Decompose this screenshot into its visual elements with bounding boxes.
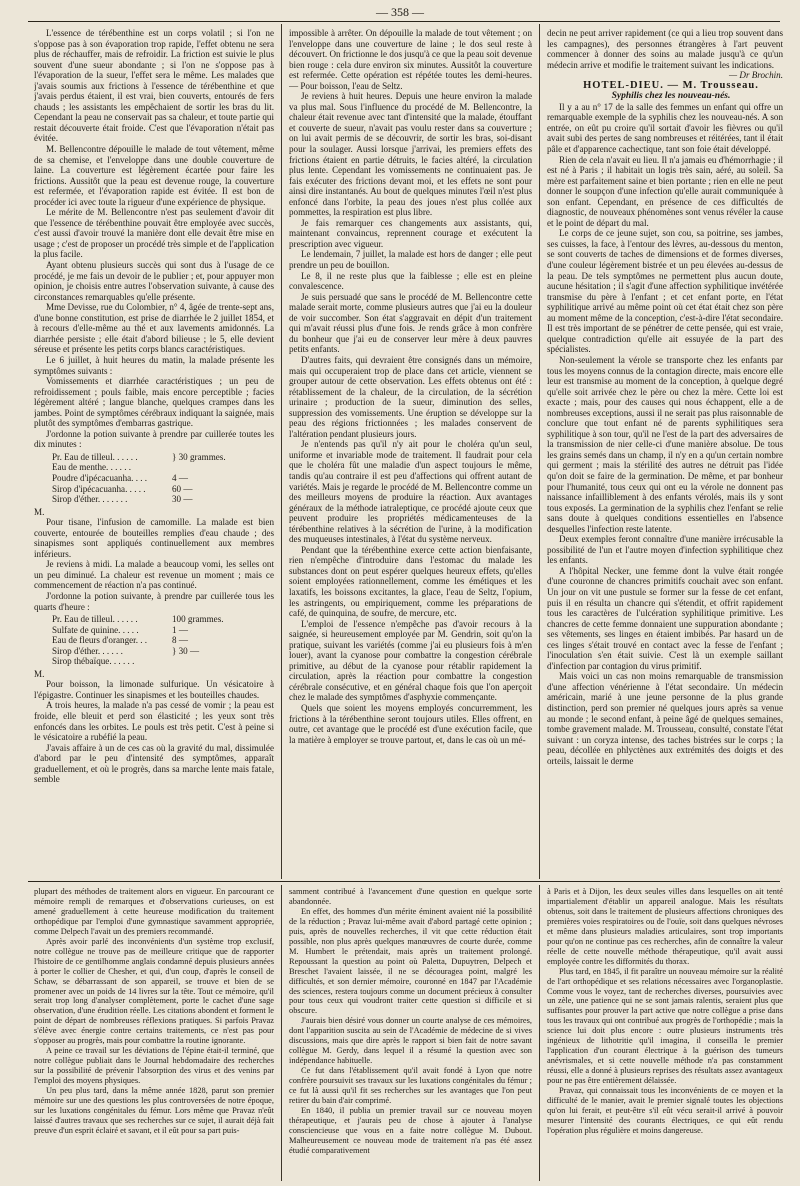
paragraph: Le 8, il ne reste plus que la faiblesse ; elle est en pleine convalescence.	[289, 270, 532, 292]
paragraph: Pour boisson, la limonade sulfurique. Un vésicatoire à l'épigastre. Continuer les sinapismes et les bouteilles chaudes.	[34, 679, 274, 700]
paragraph: Je suis persuadé que sans le procédé de M. Bellencontre cette malade serait morte, comme plusieurs autres que j'ai eu la douleur de voir succomber. Son état s'aggravait en dépit d'un traitement qui m'avait réussi plus d'une fois. Je rends grâce à mon confrère du bonheur que j'ai eu de conserver leur mère à deux pauvres petits enfants.	[289, 291, 532, 355]
paragraph: J'avais affaire à un de ces cas où la gravité du mal, dissimulée d'abord par le peu d'intensité des symptômes, apparaît graduellement, et où le progrès, dans sa marche lente mais fatale, semble	[34, 742, 274, 785]
prescription-line: Eau de menthe. . . . . .	[52, 462, 132, 473]
author-signature: — Dr Brochin.	[729, 70, 783, 81]
paragraph: Ayant obtenu plusieurs succès qui sont dus à l'usage de ce procédé, je me fais un devoir de le publier ; et, pour appuyer mon opinion, je choisis entre autres l'observation suivante, à cause des circonstances remarquables qu'elle présente.	[34, 260, 274, 302]
bottom-column-1	[34, 887, 274, 1181]
paragraph: Le mérite de M. Bellencontre n'est pas seulement d'avoir dit que l'essence de térébenthine pouvait être employée avec succès, c'est aussi d'avoir trouvé la manière dont elle devait être mise en usage ; c'est de proposer un procédé très simple et de l'application la plus facile.	[34, 207, 274, 260]
paragraph: Non-seulement la vérole se transporte chez les enfants par tous les moyens connus de la contagion directe, mais encore elle leur est transmise au moment de la conception, à quelque degré qu'elle soit arrivée chez le père ou chez la mère. Cette loi est exacte ; mais, pour des causes qui nous échappent, elle a de nombreuses exceptions, aussi il ne serait pas plus raisonnable de conclure que tout enfant né de parents syphilitiques sera syphilitique à son tour, qu'il ne l'est de la part des adversaires de la transmission de nier celle-ci d'une manière absolue. De tous les grains semés dans un champ, il n'y en a qu'un certain nombre qui germent ; mais la stérilité des autres ne détruit pas l'idée qu'on doit se faire de la germination. De même, et par bonheur pour l'humanité, tous ceux qui ont eu la vérole ne donnent pas naissance infailliblement à des enfants vérolés, mais ils y sont tous exposés. La germination de la syphilis chez l'enfant se relie sans doute à quelques conditions essentielles en l'absence desquelles l'infection reste latente.	[547, 354, 783, 534]
paragraph: En effet, des hommes d'un mérite éminent avaient nié la possibilité de la réduction ; Pravaz lui-même avait d'abord partagé cette opinion ; puis, après de nouvelles recherches, il vit que cette réduction était possible, non plus après quelques manœuvres de courte durée, comme M. Humbert le prétendait, mais après un traitement prolongé. Repoussant la question au point où Paletta, Dupuytren, Delpech et Breschet l'avaient laissée, il ne se découragea point, malgré les difficultés, et son dernier mémoire, couronné en 1847 par l'Académie des sciences, restera toujours comme un document précieux à consulter pour tous ceux qui voudront traiter cette question si difficile et si obscure.	[289, 906, 532, 1016]
column-divider	[539, 885, 540, 1181]
paragraph: L'emploi de l'essence n'empêche pas d'avoir recours à la saignée, si heureusement employée par M. Gendrin, soit qu'on la pratique, suivant les variétés (comme j'ai eu plusieurs fois à m'en louer), avant la cyanose pour combattre la congestion cérébrale primitive, au début de la cyanose pour rétablir rapidement la circulation, après la réaction pour combattre la congestion cérébrale consécutive, et en général chaque fois que l'on aperçoit chez le malade des symptômes d'asphyxie commençante.	[289, 618, 532, 703]
bottom-column-2	[289, 887, 532, 1181]
top-rule	[28, 21, 780, 22]
paragraph: Le corps de ce jeune sujet, son cou, sa poitrine, ses jambes, ses cuisses, la face, à l'entour des lèvres, au-dessous du menton, se sont couverts de taches de dimensions et de formes diverses, d'une couleur légèrement bistrée et un peu élevées au-dessus de la peau. De tels symptômes ne permettent plus aucun doute, aucune hésitation ; il s'agit d'une affection syphilitique invétérée transmise du père à l'enfant ; et cet enfant porte, en l'état syphilitique arrivé au même point où cet état était chez son père au moment même de la conception, c'est-à-dire l'état secondaire. Il est très important de se pénétrer de cette pensée, qui est vraie, quelque contradiction qu'elle ait essuyée de la part des spécialistes.	[547, 228, 783, 355]
paragraph: J'ordonne la potion suivante, à prendre par cuillerée tous les quarts d'heure :	[34, 590, 274, 612]
prescription-2	[52, 614, 274, 667]
paragraph: Quels que soient les moyens employés concurremment, les frictions à la térébenthine seront toujours utiles. Elles offrent, en outre, cet avantage que le procédé est d'une exécution facile, que la matière à employer se trouve partout, et, dans le cas où un mé-	[289, 703, 532, 745]
paragraph: impossible à arrêter. On dépouille la malade de tout vêtement ; on l'enveloppe dans une couverture de laine ; le dos seul reste à découvert. On frictionne le dos jusqu'à ce que la peau soit devenue bien rouge : cela dure environ six minutes. Aussitôt la couverture est refermée. Cette opération est répétée toutes les demi-heures. — Pour boisson, l'eau de Seltz.	[289, 28, 532, 91]
column-divider	[281, 885, 282, 1181]
prescription-line: Sirop thébaïque. . . . . .	[52, 656, 135, 667]
paragraph: Plus tard, en 1845, il fit paraître un nouveau mémoire sur la réalité de l'art orthopédique et ses relations nécessaires avec l'organoplastie. Comme vous le voyez, tant de recherches diverses, poursuivies avec un zèle, une patience qui ne se sont jamais ralentis, seraient plus que suffisantes pour prouver la part active que notre collègue a prise dans tous les travaux qui ont contribué aux progrès de l'orthopédie ; mais la science lui doit plus encore : outre plusieurs instruments très ingénieux de lithotritie qu'il imagina, il conseilla le premier l'application d'un courant électrique à la guérison des tumeurs anévrismales, et si cette nouvelle méthode n'a pas constamment réussi, elle a donné à plusieurs reprises des résultats assez avantageux pour ne pas être entièrement délaissée.	[547, 966, 783, 1086]
prescription-line: Sirop d'éther. . . . . . } 30 —	[52, 645, 200, 656]
prescription-line: Pr. Eau de tilleul. . . . . . 100 grammes.	[52, 614, 224, 625]
section-subtitle: Syphilis chez les nouveau-nés.	[611, 91, 731, 102]
paragraph: Ce fut dans l'établissement qu'il avait fondé à Lyon que notre confrère poursuivit ses travaux sur les luxations congénitales du fémur ; ce fut là aussi qu'il fit ses recherches sur les avantages que l'on peut retirer du bain d'air comprimé.	[289, 1066, 532, 1106]
paragraph: M. Bellencontre dépouille le malade de tout vêtement, même de sa chemise, et l'enveloppe dans une double couverture de laine. La couverture est légèrement écartée pour faire les frictions. Aussitôt que la peau est devenue rouge, la couverture est refermée, et l'évaporation rapide est évitée. Il est bon de procéder ici avec toute la rigueur d'une expérience de physique.	[34, 144, 274, 207]
paragraph: Il y a au n° 17 de la salle des femmes un enfant qui offre un remarquable exemple de la syphilis chez les nouveau-nés. A son entrée, on eût pu croire qu'il sortait d'avoir les fièvres ou qu'il avait subi des pertes de sang nombreuses et réitérées, tant il était pâle et d'apparence cachectique, tant son foie était développé.	[547, 101, 783, 155]
prescription-line: Sirop d'éther. . . . . . . 30 —	[52, 494, 193, 505]
paragraph: plupart des méthodes de traitement alors en vigueur. En parcourant ce mémoire rempli de remarques et d'observations curieuses, on est amené graduellement à cette heureuse modification du traitement orthopédique par l'emploi d'une gymnastique savamment appropriée, comme Delpech l'avait un des premiers recommandé.	[34, 887, 274, 936]
prescription-line: Sirop d'ipécacuanha. . . . . 60 —	[52, 483, 193, 494]
paragraph: A l'hôpital Necker, une femme dont la vulve était rongée d'une couronne de chancres primitifs couchait avec son enfant. Un jour on vit une pustule se former sur la fesse de cet enfant, puis il en résulta un chancre qui s'étendit, et offrit rapidement tous les caractères de l'ulcération syphilitique primitive. Les chancres de cette femme donnaient une suppuration abondante ; ses vêtements, ses linges en étaient imbibés. Par hasard un de ces linges s'était trouvé en contact avec la fesse de l'enfant ; l'inoculation s'en était suivie. C'est là un exemple saillant d'infection par contagion du virus primitif.	[547, 565, 783, 671]
column-3	[547, 28, 783, 878]
paragraph: J'ordonne la potion suivante à prendre par cuillerée toutes les dix minutes :	[34, 428, 274, 450]
paragraph: à Paris et à Dijon, les deux seules villes dans lesquelles on ait tenté impartialement d'établir un appareil analogue. Mais les résultats obtenus, soit dans le traitement de plusieurs affections chroniques des premières voies respiratoires ou de l'ouïe, soit dans quelques névroses et même dans plusieurs maladies articulaires, sont trop importants pour qu'on ne continue pas ces recherches, afin de connaître la valeur réelle de cette nouvelle méthode thérapeutique, qu'il avait aussi employée contre les difformités du thorax.	[547, 887, 783, 966]
paragraph: Vomissements et diarrhée caractéristiques ; un peu de refroidissement ; pouls faible, mais encore perceptible ; facies légèrement altéré ; langue blanche, quelques crampes dans les jambes. Point de symptômes cérébraux indiquant la saignée, mais plutôt des symptômes d'embarras gastrique.	[34, 376, 274, 429]
section-rule	[28, 881, 780, 882]
misce-mark: M.	[34, 668, 45, 679]
column-divider	[281, 24, 282, 879]
paragraph: En 1840, il publia un premier travail sur ce nouveau moyen thérapeutique, et j'aurais peu de chose à ajouter à l'analyse consciencieuse que vous en a faite notre collègue M. Dubout. Malheureusement ce nouveau mode de traitement n'a pas été assez étudié comparativement	[289, 1105, 532, 1155]
paragraph: Deux exemples feront connaître d'une manière irrécusable la possibilité de l'un et l'autre moyen d'infection syphilitique chez les enfants.	[547, 534, 783, 566]
paragraph: Je reviens à midi. La malade a beaucoup vomi, les selles ont un peu diminué. La chaleur est revenue un moment ; mais ce commencement de réaction n'a pas continué.	[34, 559, 274, 591]
paragraph: Après avoir parlé des inconvénients d'un système trop exclusif, notre collègue ne trouve pas de meilleure critique que de rapporter l'histoire de ce gentilhomme anglais condamné depuis plusieurs années à porter le collier de Chesher, et qui, d'un coup, d'après le conseil de Schaw, se débarrassant de son appareil, se trouve et bien de se promener avec un poids de 14 livres sur la tête. Tout ce mémoire, qu'il serait trop long d'analyser complètement, porte le cachet d'une sage observation, d'une érudition réelle. Les citations abondent et forment le point de départ de nombreuses réflexions pratiques. Si parfois Pravaz s'élève avec énergie contre certains traitements, ce n'est pas pour s'opposer au progrès, mais pour combattre la routine ignorante.	[34, 936, 274, 1046]
prescription-line: Eau de fleurs d'oranger. . . 8 —	[52, 635, 188, 646]
paragraph: Mais voici un cas non moins remarquable de transmission d'une affection vénérienne à l'état secondaire. Un médecin américain, marié à une jeune personne de la plus grande distinction, perd son premier né quelques jours après sa venue au monde ; le second enfant, à peine âgé de quelques semaines, tombe gravement malade. M. Trousseau, consulté, constate l'état suivant : un coryza intense, des taches bistrées sur le corps ; la peau, décollée en phlyctènes aux extrémités des doigts et des orteils, laissait le derme	[547, 671, 783, 766]
paragraph: Le lendemain, 7 juillet, la malade est hors de danger ; elle peut prendre un peu de bouillon.	[289, 249, 532, 271]
column-1	[34, 28, 274, 878]
prescription-line: Pr. Eau de tilleul. . . . . . } 30 grammes.	[52, 451, 226, 462]
paragraph: D'autres faits, qui devraient être consignés dans un mémoire, mais qui occuperaient trop de place dans cet article, viennent se grouper autour de cette observation. Les effets obtenus ont été : rétablissement de la chaleur, de la circulation, de la sécrétion urinaire ; production de la sueur, diminution des selles, suppression des vomissements. Une éruption se développe sur la peau des régions frictionnées ; les malades conservent de l'altération pendant plusieurs jours.	[289, 354, 532, 439]
page-number: — 358 —	[376, 5, 424, 19]
paragraph: Mme Devisse, rue du Colombier, n° 4, âgée de trente-sept ans, d'une bonne constitution, est prise de diarrhée le 2 juillet 1854, et à recours d'elle-même au thé et aux lavements amidonnés. La diarrhée persiste ; elle était d'abord bilieuse ; le 5, elle devient séreuse et présente les petits corps blancs caractéristiques.	[34, 302, 274, 355]
column-2	[289, 28, 532, 878]
paragraph: Rien de cela n'avait eu lieu. Il n'a jamais eu d'hémorrhagie ; il est né à Paris ; il habitait un logis très sain, aéré, au soleil. Sa mère est parfaitement saine et bien portante ; rien en elle ne peut donner le soupçon d'une infection qu'elle aurait communiquée à son enfant. Cependant, en présence de ces difficultés de diagnostic, de nouveaux phénomènes sont venus révéler la cause et le point de départ du mal.	[547, 154, 783, 228]
column-divider	[539, 24, 540, 879]
paragraph: A peine ce travail sur les déviations de l'épine était-il terminé, que notre collègue publiait dans le Journal hebdomadaire des recherches sur la possibilité de prévenir l'absorption des virus et des venins par l'emploi des moyens physiques.	[34, 1046, 274, 1086]
misce-mark: M.	[34, 506, 45, 517]
paragraph: Je n'entends pas qu'il n'y ait pour le choléra qu'un seul, uniforme et invariable mode de traitement. Il faudrait pour cela que le choléra fût une maladie d'un aspect toujours le même, tandis qu'au contraire il est peu d'affections qui offrent autant de variétés. Mais je regarde le procédé de M. Bellencontre comme un des meilleurs moyens de produire la réaction. Aux avantages généraux de la méthode iatraleptique, ce procédé ajoute ceux que peuvent produire les propriétés médicamenteuses de la térébenthine relatives à la sécrétion de l'urine, à la modification des muqueuses intestinales, à l'état du système nerveux.	[289, 439, 532, 545]
paragraph: Le 6 juillet, à huit heures du matin, la malade présente les symptômes suivants :	[34, 354, 274, 376]
prescription-line: Sulfate de quinine. . . . . 1 —	[52, 624, 188, 635]
paragraph: L'essence de térébenthine est un corps volatil ; si l'on ne s'oppose pas à son évaporation trop rapide, l'effet obtenu ne sera plus de réchauffer, mais de refroidir. La friction est suivie le plus souvent d'une sueur abondante ; si l'on ne s'oppose pas à l'évaporation de la sueur, l'effet sera le même. Les malades que j'avais soumis aux frictions à l'essence de térébenthine et que j'avais perdus étaient, il est vrai, bien couverts, entourés de fers chauds ; les assistants les empêchaient de sortir les bras du lit. Cependant la peau ne conservait pas sa chaleur, et toute partie qui restait découverte était froide. C'est que l'évaporation n'était pas évitée.	[34, 28, 274, 144]
prescription-1	[52, 452, 274, 505]
paragraph: decin ne peut arriver rapidement (ce qui a lieu trop souvent dans les campagnes), des personnes étrangères à l'art peuvent commencer à donner des soins au malade jusqu'à ce qu'un médecin arrive et modifie le traitement suivant les indications.	[547, 28, 783, 70]
paragraph: J'aurais bien désiré vous donner un courte analyse de ces mémoires, dont l'apparition suscita au sein de l'Académie de médecine de si vives discussions, mais que dire après le rapport si bien fait de notre savant collègue M. Gerdy, dans lequel il a résumé la question avec son indépendance habituelle.	[289, 1016, 532, 1066]
paragraph: Je reviens à huit heures. Depuis une heure environ la malade va plus mal. Sous l'influence du procédé de M. Bellencontre, la chaleur était revenue avec tant d'intensité que la malade, étouffant et couverte de sueur, n'avait pas voulu rester dans sa couverture ; on lui avait permis de se découvrir, de sortir les bras, soi-disant pour la soulager. Aussi lorsque j'arrivai, les premiers effets des frictions étaient en partie détruits, le facies altéré, la circulation plus lente. Cependant les vomissements ne continuaient pas. Je fais exécuter des frictions devant moi, et les effets ne sont pour ainsi dire instantanés. Au bout de quelques minutes l'œil n'est plus enfoncé dans l'orbite, la peau des joues n'est plus collée aux pommettes, la respiration est plus libre.	[289, 91, 532, 218]
prescription-line: Poudre d'ipécacuanha. . . . 4 —	[52, 472, 188, 483]
paragraph: A trois heures, la malade n'a pas cessé de vomir ; la peau est froide, elle bleuit et perd son élasticité ; les yeux sont très enfoncés dans les orbites. Le pouls est très petit. C'est à peine si le vésicatoire a rubéfié la peau.	[34, 700, 274, 743]
paragraph: Un peu plus tard, dans la même année 1828, parut son premier mémoire sur une des questions les plus controversées de notre époque, sur les luxations congénitales du fémur. Lors même que Pravaz n'eût laissé d'autres travaux que ses recherches sur ce sujet, il aurait déjà fait preuve d'un esprit éclairé et savant, et il eût pour sa part puis-	[34, 1086, 274, 1135]
paragraph: Je fais remarquer ces changements aux assistants, qui, maintenant convaincus, reprennent courage et exécutent la prescription avec vigueur.	[289, 217, 532, 249]
paragraph: Pour tisane, l'infusion de camomille. La malade est bien couverte, entourée de bouteilles remplies d'eau chaude ; des sinapismes sont appliqués continuellement aux membres inférieurs.	[34, 517, 274, 559]
paragraph: samment contribué à l'avancement d'une question en quelque sorte abandonnée.	[289, 887, 532, 906]
paragraph: Pravaz, qui connaissait tous les inconvénients de ce moyen et la difficulté de le manier, avait le premier signalé toutes les objections qu'on lui ferait, et peut-être s'il eût vécu serait-il arrivé à pouvoir mesurer l'intensité des courants électriques, ce qui eût rendu l'opération plus régulière et moins dangereuse.	[547, 1086, 783, 1135]
paragraph: Pendant que la térébenthine exerce cette action bienfaisante, rien n'empêche d'introduire dans l'estomac du malade les substances dont on peut espérer quelques heureux effets, qu'elles soient employées rationnellement, comme les émétiques et les laxatifs, les boissons excitantes, la glace, l'eau de Seltz, l'opium, les astringents, ou empiriquement, comme les préparations de café, de quinquina, de soufre, de mercure, etc.	[289, 544, 532, 619]
section-title: HOTEL-DIEU. — M. Trousseau.	[583, 79, 759, 91]
bottom-column-3	[547, 887, 783, 1181]
